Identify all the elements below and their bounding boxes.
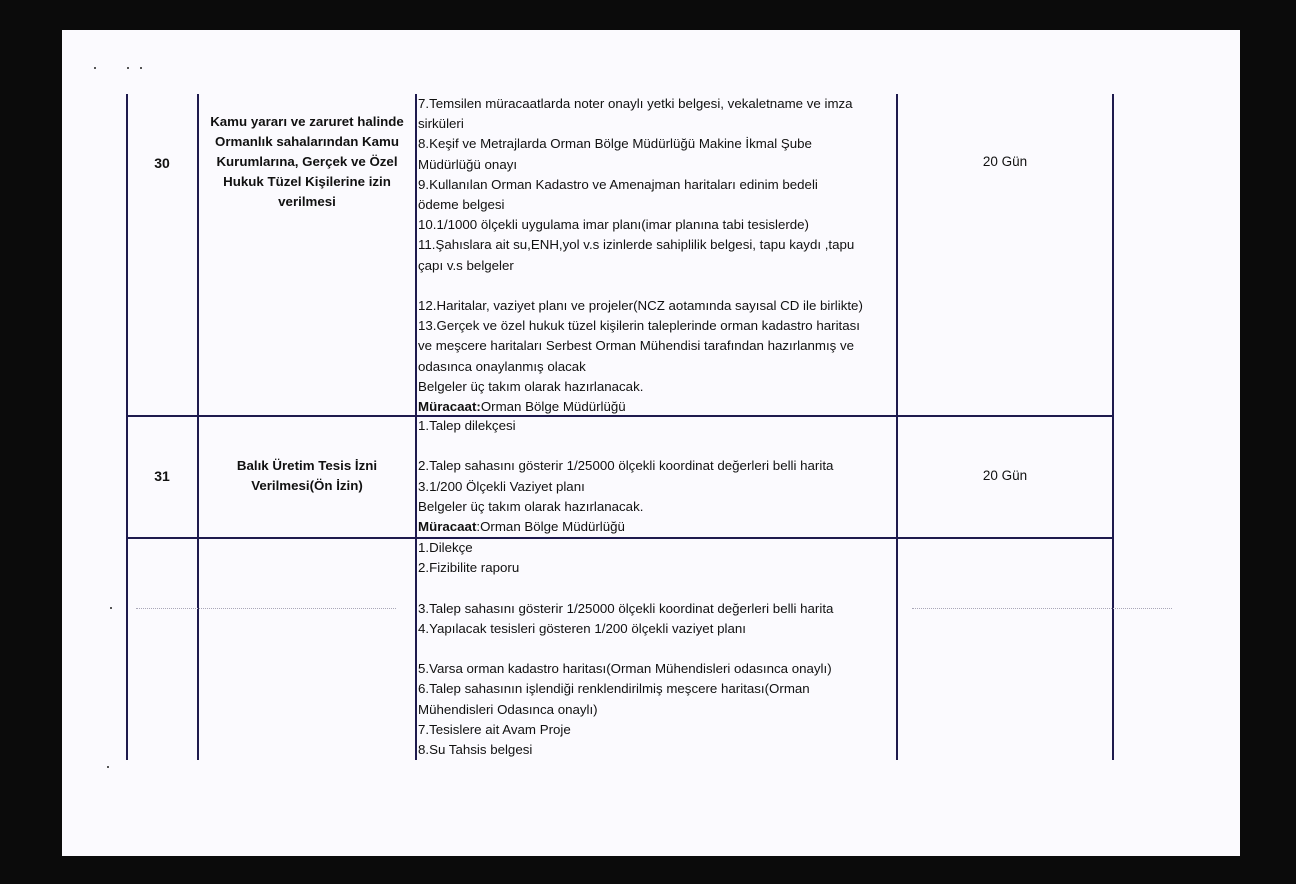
document-line: çapı v.s belgeler <box>418 257 514 273</box>
document-line: 8.Su Tahsis belgesi <box>418 742 533 757</box>
service-name-line: Balık Üretim Tesis İzni <box>236 458 378 473</box>
blank-line <box>418 578 896 598</box>
row-number: 30 <box>154 155 170 171</box>
scan-speck <box>110 607 112 609</box>
application-office: Orman Bölge Müdürlüğü <box>480 399 626 415</box>
document-line: Belgeler üç takım olarak hazırlanacak. <box>418 378 644 394</box>
document-line: ve meşcere haritaları Serbest Orman Mühendisi tarafından hazırlanmış ve <box>418 338 855 354</box>
document-line: 4.Yapılacak tesisleri gösteren 1/200 ölçekli vaziyet planı <box>418 620 746 636</box>
document-line: 13.Gerçek ve özel hukuk tüzel kişilerin taleplerinde orman kadastro haritası <box>418 318 860 334</box>
scan-speck <box>94 67 96 69</box>
processing-duration: 20 Gün <box>982 154 1028 169</box>
required-documents <box>418 538 896 760</box>
service-name-line: Ormanlık sahalarından Kamu <box>214 134 399 149</box>
service-name-line: Kamu yararı ve zaruret halinde <box>210 114 404 129</box>
document-line: sirküleri <box>418 116 464 132</box>
document-line: 3.1/200 Ölçekli Vaziyet planı <box>418 478 585 494</box>
service-name-line: Kurumlarına, Gerçek ve Özel <box>216 154 398 169</box>
document-line: 1.Talep dilekçesi <box>418 418 516 433</box>
document-line: 9.Kullanılan Orman Kadastro ve Amenajman haritaları edinim bedeli <box>418 176 818 192</box>
document-line: 1.Dilekçe <box>418 540 473 555</box>
scan-speck <box>140 67 142 69</box>
column-rule <box>896 94 898 760</box>
scan-speck <box>107 766 109 768</box>
service-name-line: verilmesi <box>278 194 336 209</box>
required-documents <box>418 416 896 537</box>
document-line: ödeme belgesi <box>418 197 505 213</box>
column-rule <box>415 94 417 760</box>
row-number: 31 <box>154 468 170 484</box>
document-line: 5.Varsa orman kadastro haritası(Orman Mühendisleri odasınca onaylı) <box>418 661 832 677</box>
document-line: 7.Tesislere ait Avam Proje <box>418 721 571 737</box>
service-name <box>199 456 415 496</box>
service-name <box>199 112 415 212</box>
application-line <box>418 397 896 417</box>
application-label: Müracaat <box>418 519 477 534</box>
document-line: Müdürlüğü onayı <box>418 156 518 172</box>
blank-line <box>418 639 896 659</box>
document-line: 8.Keşif ve Metrajlarda Orman Bölge Müdürlüğü Makine İkmal Şube <box>418 136 812 152</box>
scan-speck <box>127 67 129 69</box>
required-documents <box>418 94 896 417</box>
document-line: 10.1/1000 ölçekli uygulama imar planı(imar planına tabi tesislerde) <box>418 217 809 233</box>
document-line: 3.Talep sahasını gösterir 1/25000 ölçekli koordinat değerleri belli harita <box>418 600 834 616</box>
document-line: Belgeler üç takım olarak hazırlanacak. <box>418 498 644 514</box>
document-line: 11.Şahıslara ait su,ENH,yol v.s izinlerde sahiplilik belgesi, tapu kaydı ,tapu <box>418 237 855 253</box>
scan-dotted-artifact <box>912 608 1172 610</box>
blank-line <box>418 276 896 296</box>
document-line: 6.Talep sahasının işlendiği renklendirilmiş meşcere haritası(Orman <box>418 681 810 697</box>
document-line: 12.Haritalar, vaziyet planı ve projeler(NCZ aotamında sayısal CD ile birlikte) <box>418 298 863 314</box>
service-name-line: Hukuk Tüzel Kişilerine izin <box>223 174 391 189</box>
document-line: 2.Talep sahasını gösterir 1/25000 ölçekli koordinat değerleri belli harita <box>418 458 834 474</box>
document-line: 7.Temsilen müracaatlarda noter onaylı yetki belgesi, vekaletname ve imza <box>418 96 853 111</box>
application-office: :Orman Bölge Müdürlüğü <box>476 519 625 534</box>
blank-line <box>418 436 896 456</box>
application-label: Müracaat: <box>418 399 481 415</box>
scan-dotted-artifact <box>136 608 396 610</box>
document-line: 2.Fizibilite raporu <box>418 560 520 576</box>
column-rule <box>126 94 128 760</box>
column-rule <box>1112 94 1114 760</box>
document-line: Mühendisleri Odasınca onaylı) <box>418 701 598 717</box>
processing-duration: 20 Gün <box>982 468 1028 483</box>
application-line <box>418 517 896 537</box>
document-line: odasınca onaylanmış olacak <box>418 358 586 374</box>
service-name-line: Verilmesi(Ön İzin) <box>251 478 363 493</box>
